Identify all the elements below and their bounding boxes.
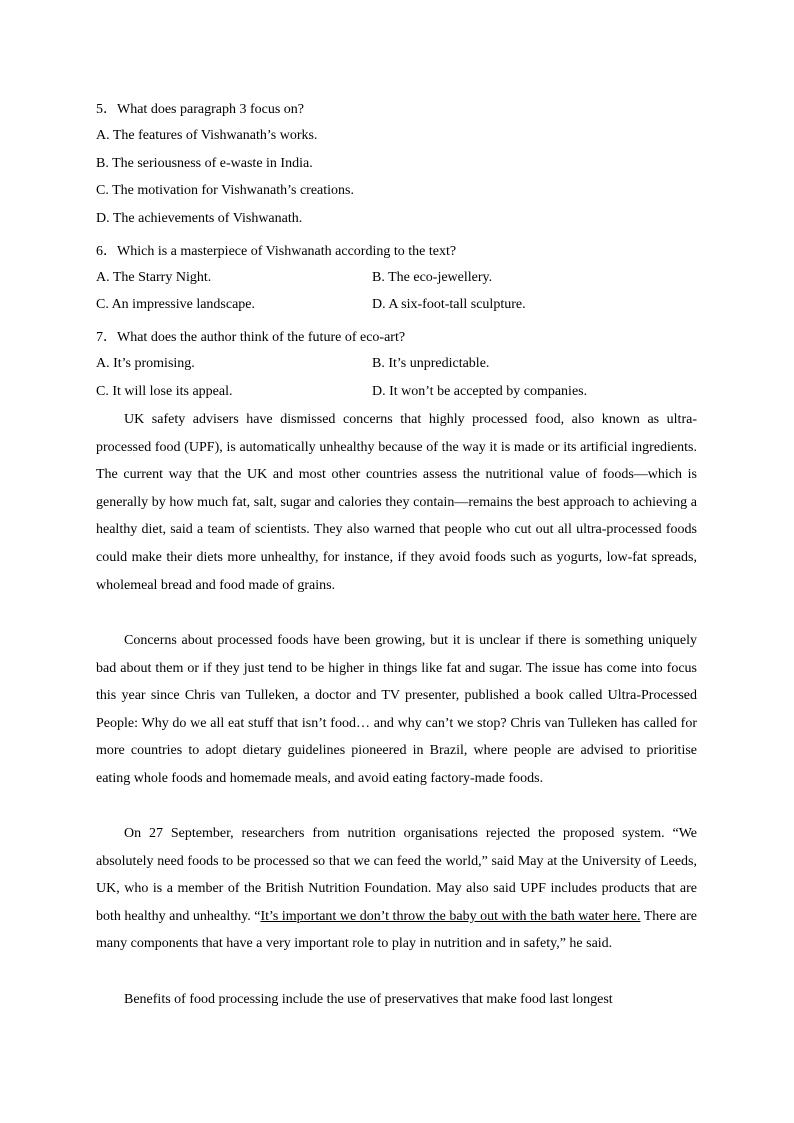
question-7-option-d: D. It won’t be accepted by companies. — [372, 384, 588, 399]
question-7-stem: 7．What does the author think of the future of eco-art? — [96, 330, 406, 345]
question-7-option-a: A. It’s promising. — [96, 356, 195, 371]
underlined-sentence: It’s important we don’t throw the baby out with the bath water here. — [260, 908, 641, 924]
question-5-option-b: B. The seriousness of e-waste in India. — [96, 156, 313, 171]
passage-paragraph-1: UK safety advisers have dismissed concerns that highly processed food, also known as ultra-processed food (UPF), is automatically unhealthy because of the way it is made or its artificial ingredients. The current way that the UK and most other countries assess the nutritional value of foods—which is generally by how much fat, salt, sugar and calories they contain—remains the best approach to achieving a healthy diet, said a team of scientists. They also warned that people who cut out all ultra-processed foods could make their diets more unhealthy, for instance, if they avoid foods such as yogurts, low-fat spreads, wholemeal bread and food made of grains. — [96, 412, 697, 593]
question-5-option-a: A. The features of Vishwanath’s works. — [96, 128, 318, 143]
question-7-option-b: B. It’s unpredictable. — [372, 356, 490, 371]
question-5-stem: 5．What does paragraph 3 focus on? — [96, 102, 304, 117]
question-6-option-d: D. A six-foot-tall sculpture. — [372, 297, 526, 312]
question-6-option-c: C. An impressive landscape. — [96, 297, 256, 312]
question-6-stem: 6．Which is a masterpiece of Vishwanath according to the text? — [96, 244, 457, 259]
passage-paragraph-4: Benefits of food processing include the use of preservatives that make food last longest — [124, 992, 613, 1007]
question-7-option-c: C. It will lose its appeal. — [96, 384, 233, 399]
question-6-option-b: B. The eco-jewellery. — [372, 270, 493, 285]
paragraph-3-text-after: There are many components that have a very important role to play in nutrition and in safety,” he said. — [96, 908, 698, 952]
question-5-option-c: C. The motivation for Vishwanath’s creations. — [96, 183, 354, 198]
question-6-option-a: A. The Starry Night. — [96, 270, 212, 285]
question-5-option-d: D. The achievements of Vishwanath. — [96, 211, 303, 226]
passage-paragraph-2: Concerns about processed foods have been growing, but it is unclear if there is something uniquely bad about them or if they just tend to be higher in things like fat and sugar. The issue has come into focus this year since Chris van Tulleken, a doctor and TV presenter, published a book called Ultra-Processed People: Why do we all eat stuff that isn’t food… and why can’t we stop? Chris van Tulleken has called for more countries to adopt dietary guidelines pioneered in Brazil, where people are advised to prioritise eating whole foods and homemade meals, and avoid eating factory-made foods. — [96, 633, 697, 786]
paragraph-3-text-before: On 27 September, researchers from nutrition organisations rejected the proposed system. “We absolutely need foods to be processed so that we can feed the world,” said May at the University of Leeds, UK, who is a member of the British Nutrition Foundation. May also said UPF includes products that are both healthy and unhealthy. “ — [96, 826, 697, 924]
passage-paragraph-3 — [96, 820, 697, 958]
